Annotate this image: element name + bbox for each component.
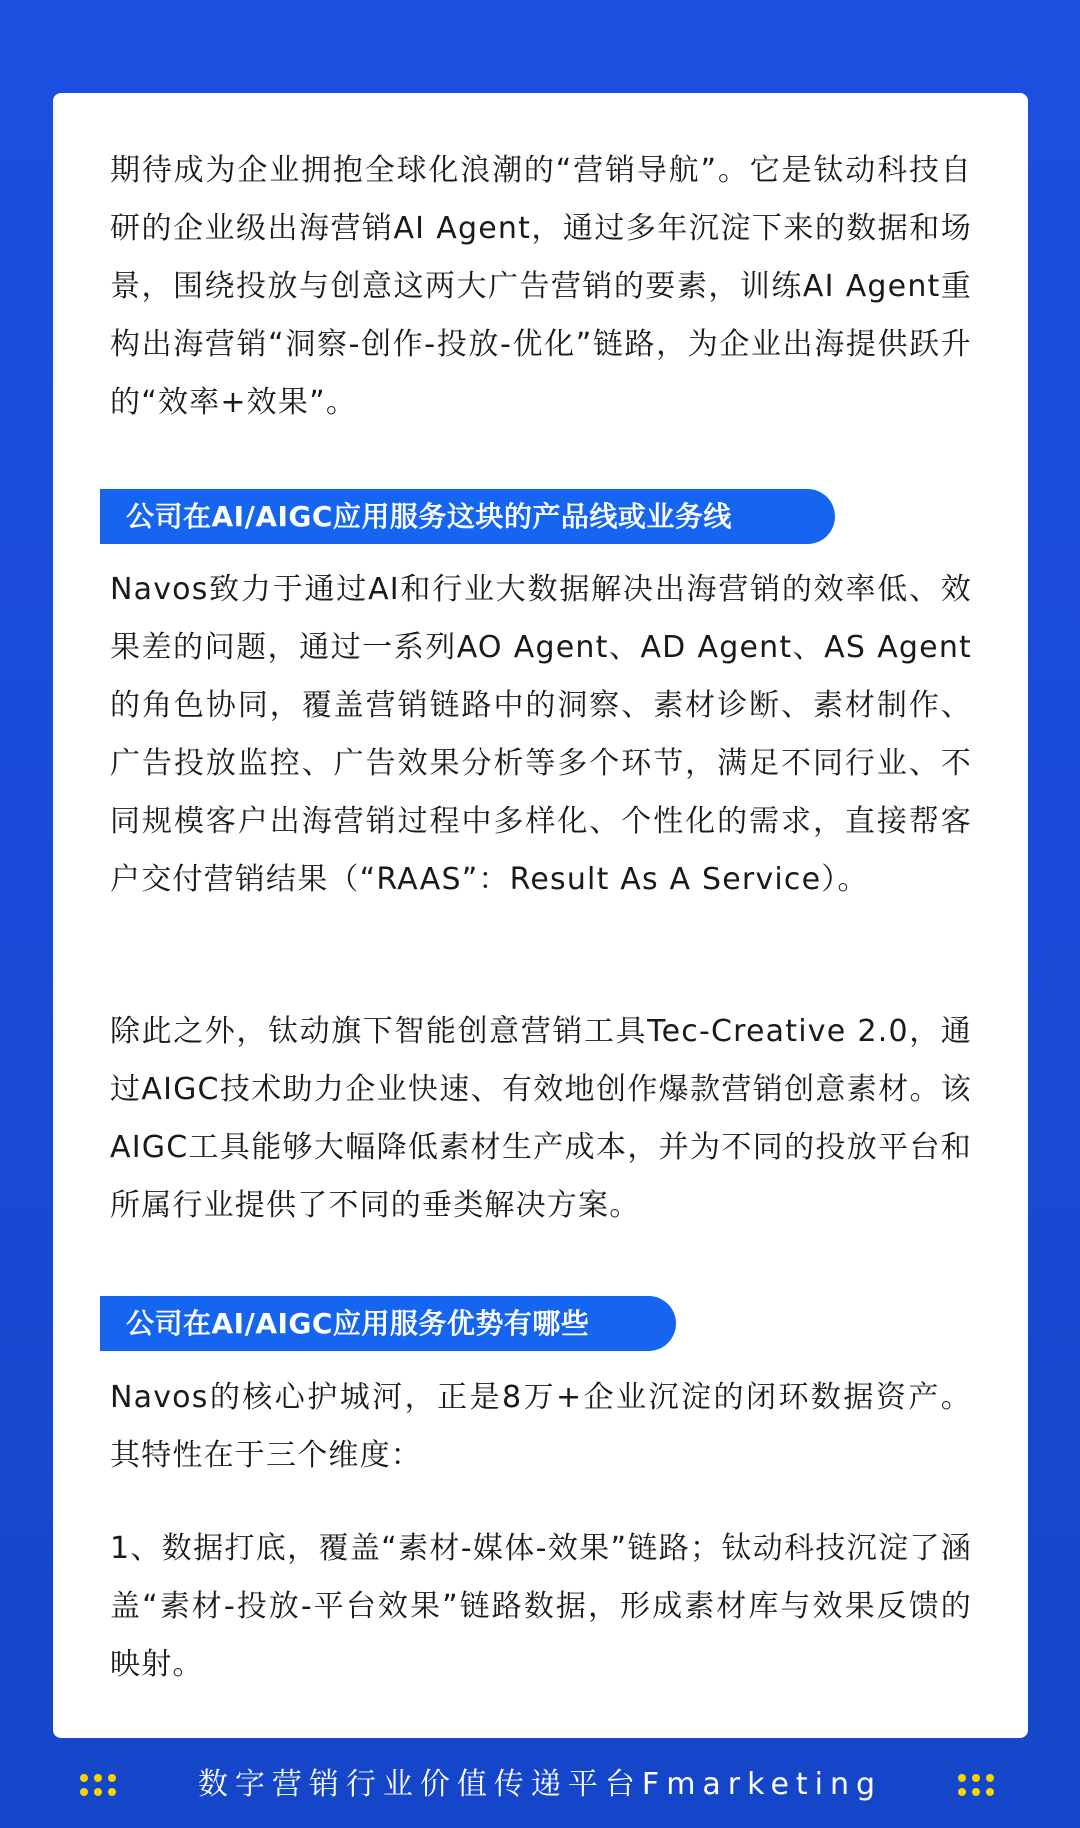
intro-paragraph: 期待成为企业拥抱全球化浪潮的“营销导航”。它是钛动科技自研的企业级出海营销AI Agent，通过多年沉淀下来的数据和场景，围绕投放与创意这两大广告营销的要素，训练AI Agent重构出海营销“洞察-创作-投放-优化”链路，为企业出海提供跃升的“效率+效果”。 [110, 153, 972, 420]
footer-bar [0, 1750, 1080, 1820]
section-heading-product-lines: 公司在AI/AIGC应用服务这块的产品线或业务线 [100, 489, 835, 544]
footer-slogan: 数字营销行业价值传递平台Fmarketing [197, 1767, 883, 1802]
section-heading-advantages: 公司在AI/AIGC应用服务优势有哪些 [100, 1296, 676, 1351]
tec-creative-paragraph: 除此之外，钛动旗下智能创意营销工具Tec-Creative 2.0，通过AIGC技术助力企业快速、有效地创作爆款营销创意素材。该AIGC工具能够大幅降低素材生产成本，并为不同的投放平台和所属行业提供了不同的垂类解决方案。 [110, 1014, 972, 1223]
dots-decoration-right-icon [958, 1772, 1000, 1798]
product-lines-paragraph: Navos致力于通过AI和行业大数据解决出海营销的效率低、效果差的问题，通过一系列AO Agent、AD Agent、AS Agent的角色协同，覆盖营销链路中的洞察、素材诊断、素材制作、广告投放监控、广告效果分析等多个环节，满足不同行业、不同规模客户出海营销过程中多样化、个性化的需求，直接帮客户交付营销结果（“RAAS”：Result As A Service）。 [110, 572, 972, 897]
advantages-intro-paragraph: Navos的核心护城河，正是8万+企业沉淀的闭环数据资产。其特性在于三个维度： [110, 1380, 972, 1473]
advantage-item-1: 1、数据打底，覆盖“素材-媒体-效果”链路；钛动科技沉淀了涵盖“素材-投放-平台效果”链路数据，形成素材库与效果反馈的映射。 [110, 1531, 972, 1682]
